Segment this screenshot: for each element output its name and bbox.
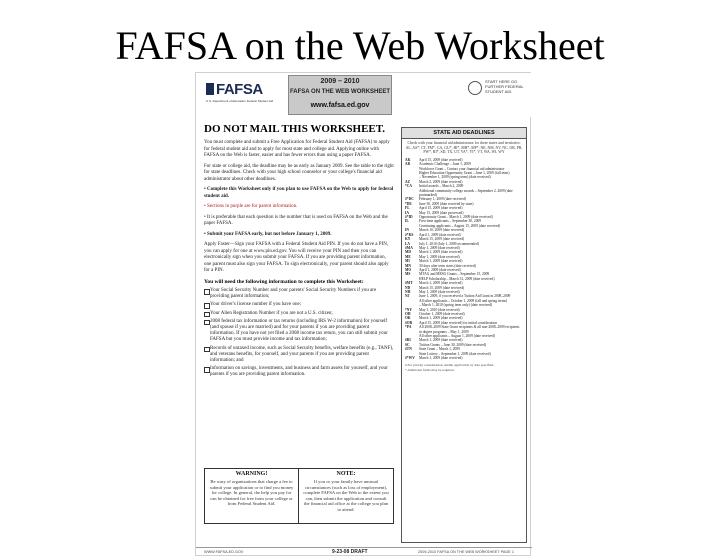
footnote-priority: # For priority consideration, submit application by date specified.	[405, 363, 494, 368]
state-aid-footnotes	[405, 363, 523, 371]
state-code: #RI	[405, 338, 411, 343]
state-aid-row	[405, 189, 523, 198]
state-code: *NY	[405, 307, 412, 312]
state-deadline: April 1, 2009 (date received)	[419, 267, 461, 272]
agency-text: U.S. Department of Education Federal Student Aid	[206, 99, 274, 103]
instruction-submit-early: • Submit your FAFSA early, but not before January 1, 2009.	[204, 231, 332, 237]
footnote-forms: * Additional forms may be required.	[405, 367, 455, 372]
state-code: #MT	[405, 281, 413, 286]
state-deadline: March 2, 2009 (date received)	[419, 179, 463, 184]
state-deadline: March 10, 2009 (date received)	[419, 228, 465, 233]
instructions-column	[204, 123, 394, 381]
checklist-item: Information on savings, investments, and business and farm assets for yourself, and your parents if you are providing parent information.	[204, 366, 394, 378]
state-code: KY	[405, 237, 411, 242]
state-code: NH	[405, 289, 411, 294]
fafsa-logo	[206, 79, 276, 113]
note-title: NOTE:	[336, 471, 356, 477]
state-aid-row	[405, 356, 523, 360]
state-code: #MA	[405, 245, 413, 250]
state-code: #*KS	[405, 232, 414, 237]
logo-bar-icon	[206, 83, 214, 95]
state-code: NJ	[405, 294, 410, 299]
state-aid-row	[405, 325, 523, 334]
title-band	[288, 75, 392, 115]
state-deadline: All 2008–2009 State Grant recipients & all non-2008–2009 recipients in degree programs – May 1, 2009	[419, 325, 520, 334]
state-deadline: April 1, 2009 (date received)	[419, 232, 461, 237]
state-deadline: May 1, 2010 (date received)	[419, 307, 460, 312]
state-code: #OR	[405, 320, 413, 325]
checklist-heading: You will need the following information to complete this Worksheet:	[204, 278, 364, 285]
checklist-item: 2008 federal tax information or tax returns (including IRS W-2 information) for yourself (and spouse if you are married) and for your parents if you are providing parent information. If you have not yet filed a 2008 income tax return, you can still submit your FAFSA but you must provide income and tax information;	[204, 319, 394, 344]
state-deadline: October 1, 2009 (date received)	[419, 312, 465, 316]
state-deadline: March 1, 2009 (date received)	[419, 259, 463, 264]
slide-title: FAFSA on the Web Worksheet	[115, 23, 605, 68]
checklist-item: Your driver's license number if you have one;	[204, 302, 394, 308]
fsa-brand	[468, 77, 530, 113]
state-code: MS	[405, 272, 411, 277]
state-code: *DE	[405, 201, 412, 206]
state-code: FL	[405, 206, 410, 211]
state-deadline: Initial awards – March 2, 2009	[419, 184, 464, 189]
state-deadline: Workforce Grant – Contact your financial aid administrator	[419, 166, 505, 171]
checklist-item: Your Alien Registration Number if you are not a U.S. citizen;	[204, 311, 394, 317]
state-code: AR	[405, 162, 411, 167]
state-deadline: Additional community college awards – September 2, 2009 (date postmarked)	[419, 188, 513, 198]
state-code: IA	[405, 210, 409, 215]
state-deadline: HELP Scholarship – March 31, 2009 (date received)	[419, 276, 495, 281]
state-deadline: March 1, 2009 (date received)	[419, 338, 463, 343]
state-code: MI	[405, 259, 410, 264]
warning-text: Be wary of organizations that charge a fee to submit your application or to find you money for college. In general, the help you pay for can be obtained for free from your college or from Federal Student Aid.	[209, 479, 294, 507]
warning-title: WARNING!	[235, 471, 268, 477]
state-code: #TN	[405, 347, 412, 352]
state-deadline: March 15, 2009 (date received)	[419, 237, 465, 242]
state-deadline: Tuition Grants – June 30, 2009 (date received)	[419, 342, 486, 347]
state-deadline: July 1, 2010 (July 1, 2009 recommended)	[419, 241, 479, 246]
state-deadline: 30 days after term starts (date received)	[419, 263, 476, 268]
do-not-mail-heading: DO NOT MAIL THIS WORKSHEET.	[204, 123, 386, 135]
state-code: *CA	[405, 184, 412, 189]
state-code: OH	[405, 312, 411, 316]
worksheet-header	[196, 73, 532, 117]
seal-icon	[468, 81, 482, 95]
state-deadline: March 15, 2009 (date received)	[419, 285, 465, 290]
state-code: IN	[405, 228, 409, 233]
state-deadline: March 1, 2009 (date received)	[419, 356, 463, 361]
instruction-complete: • Complete this Worksheet only if you plan to use FAFSA on the Web to apply for federal student aid.	[204, 187, 394, 199]
worksheet-page	[195, 72, 531, 556]
state-deadline: February 1, 2009 (date received)	[419, 197, 466, 202]
footer-page: 2009-2010 FAFSA ON THE WEB WORKSHEET PAGE 1	[418, 550, 515, 554]
worksheet-name: FAFSA ON THE WEB WORKSHEET	[289, 89, 391, 95]
checklist-item: Records of untaxed income, such as Social Security benefits, welfare benefits (e.g., TANF), and veterans benefits, for yourself, and your parents if you are providing parent information; and	[204, 346, 394, 365]
note-panel	[299, 469, 393, 523]
instruction-purple: • Sections in purple are for parent information.	[204, 204, 298, 209]
state-deadline: Continuing applicants – August 15, 2009 (date received)	[419, 223, 501, 228]
intro-paragraph: You must complete and submit a Free Application for Federal Student Aid (FAFSA) to apply for federal student aid and to apply for most state and college aid. Applying online with FAFSA on the Web is faster, easier and has fewer errors than using a paper FAFSA.	[204, 140, 390, 158]
state-deadline: May 1, 2009 (date received)	[419, 245, 460, 250]
state-code: IL	[405, 219, 409, 224]
state-deadline: Opportunity Grant – March 1, 2009 (date received)	[419, 215, 493, 220]
state-code: AZ	[405, 179, 410, 184]
state-code: AK	[405, 157, 411, 162]
state-deadline: Higher Education Opportunity Grant – June 1, 2009 (fall term)	[419, 171, 510, 175]
deadline-paragraph: For state or college aid, the deadline may be as early as January 2009. See the table to the right for state deadlines. Check with your high school counselor or your college's financial aid administrator about other deadlines.	[204, 163, 394, 182]
state-aid-deadlines	[401, 127, 527, 543]
state-deadline: April 15, 2009 (date received)	[419, 157, 463, 162]
state-code	[405, 189, 419, 198]
state-deadline: March 1, 2009 (date received)	[419, 281, 463, 286]
state-deadline: March 1, 2009 (date received)	[419, 316, 463, 321]
state-deadline: State Grant – March 1, 2009	[419, 347, 460, 352]
state-deadline: April 15, 2009 (date received)	[419, 206, 463, 211]
state-code: MO	[405, 267, 412, 272]
fafsa-url: www.fafsa.ed.gov	[310, 102, 370, 109]
note-text: If you or your family have unusual circumstances (such as loss of employment), complete FAFSA on the Web to the extent you can, then submit the application and consult the financial aid office at the college you plan to attend.	[303, 479, 389, 512]
state-code: #*DC	[405, 197, 414, 202]
state-code: MN	[405, 263, 411, 268]
state-code: #*WV	[405, 356, 415, 361]
warning-note-box	[204, 468, 394, 524]
worksheet-footer	[196, 547, 532, 557]
state-deadline: June 1, 2009, if you received a Tuition Aid Grant in 2008–2009	[419, 294, 511, 299]
state-aid-list	[405, 158, 523, 361]
state-code: #*ID	[405, 215, 413, 220]
brand-text: START HERE GO FURTHER FEDERAL STUDENT AID	[485, 79, 524, 94]
state-deadline: All other applicants – August 1, 2009 (date received)	[419, 334, 496, 339]
state-code: SC	[405, 342, 410, 347]
state-deadline: State Lottery – September 1, 2009 (date received)	[419, 351, 491, 356]
pin-paragraph: Apply Faster—Sign your FAFSA with a Federal Student Aid PIN. If you do not have a PIN, you can apply for one at www.pin.ed.gov. You will receive your PIN and then you can electronically sign when you submit your FAFSA. If you are providing parent information, one parent must also sign your FAFSA. To sign electronically, your parent should also apply for a PIN.	[204, 242, 389, 273]
state-code: MD	[405, 250, 411, 255]
state-deadline: June 30, 2009 (date received by state)	[419, 201, 474, 206]
state-deadline: May 1, 2009 (date received)	[419, 254, 460, 259]
state-deadline: April 15, 2009 (date received) for initial consideration	[419, 320, 498, 325]
state-deadline: – November 1, 2009 (spring term) (date received)	[419, 175, 491, 180]
state-deadline: – March 1, 2010 (spring term only) (date received)	[419, 303, 493, 308]
checklist-item: Your Social Security Number and your parents' Social Security Numbers if you are providing parent information;	[204, 288, 394, 300]
state-deadline: First-time applicants – September 30, 2009	[419, 219, 482, 224]
footer-url: WWW.FAFSA.ED.GOV	[204, 550, 244, 554]
award-year: 2009 – 2010	[320, 78, 360, 85]
footer-draft: 9-23-08 DRAFT	[332, 549, 368, 555]
state-deadline: March 1, 2009 (date received)	[419, 250, 463, 255]
state-deadline: All other applicants – October 1, 2009 (fall and spring terms)	[419, 298, 508, 303]
state-code: ND	[405, 285, 411, 290]
state-deadline: MTAG and MESG Grants – September 15, 2009	[419, 272, 490, 277]
state-code: ME	[405, 254, 411, 259]
state-aid-intro: Check with your financial aid administrator for these states and territories: AL, AS*, CT, FM*, GA, GU*, HI*, MH*, MP*, NE, NM, NV, NC, OR, PR, PW*, RI*, SD, TX, UT, VA*, VI*, VT, WA, WI, WY	[405, 141, 523, 155]
state-deadline: May 1, 2009 (date received)	[419, 289, 460, 294]
state-code: *PA	[405, 325, 412, 330]
instruction-numbers: • It is preferable that each question is the number that is used on FAFSA on the Web and the paper FAFSA.	[204, 214, 388, 226]
state-code: OK	[405, 316, 411, 321]
state-aid-title: STATE AID DEADLINES	[402, 128, 526, 139]
state-deadline: May 15, 2009 (date processed)	[419, 210, 464, 215]
state-deadline: Academic Challenge – June 1, 2009	[419, 162, 471, 167]
state-code: LA	[405, 241, 410, 246]
logo-text: FAFSA	[216, 81, 263, 98]
warning-panel	[205, 469, 299, 523]
